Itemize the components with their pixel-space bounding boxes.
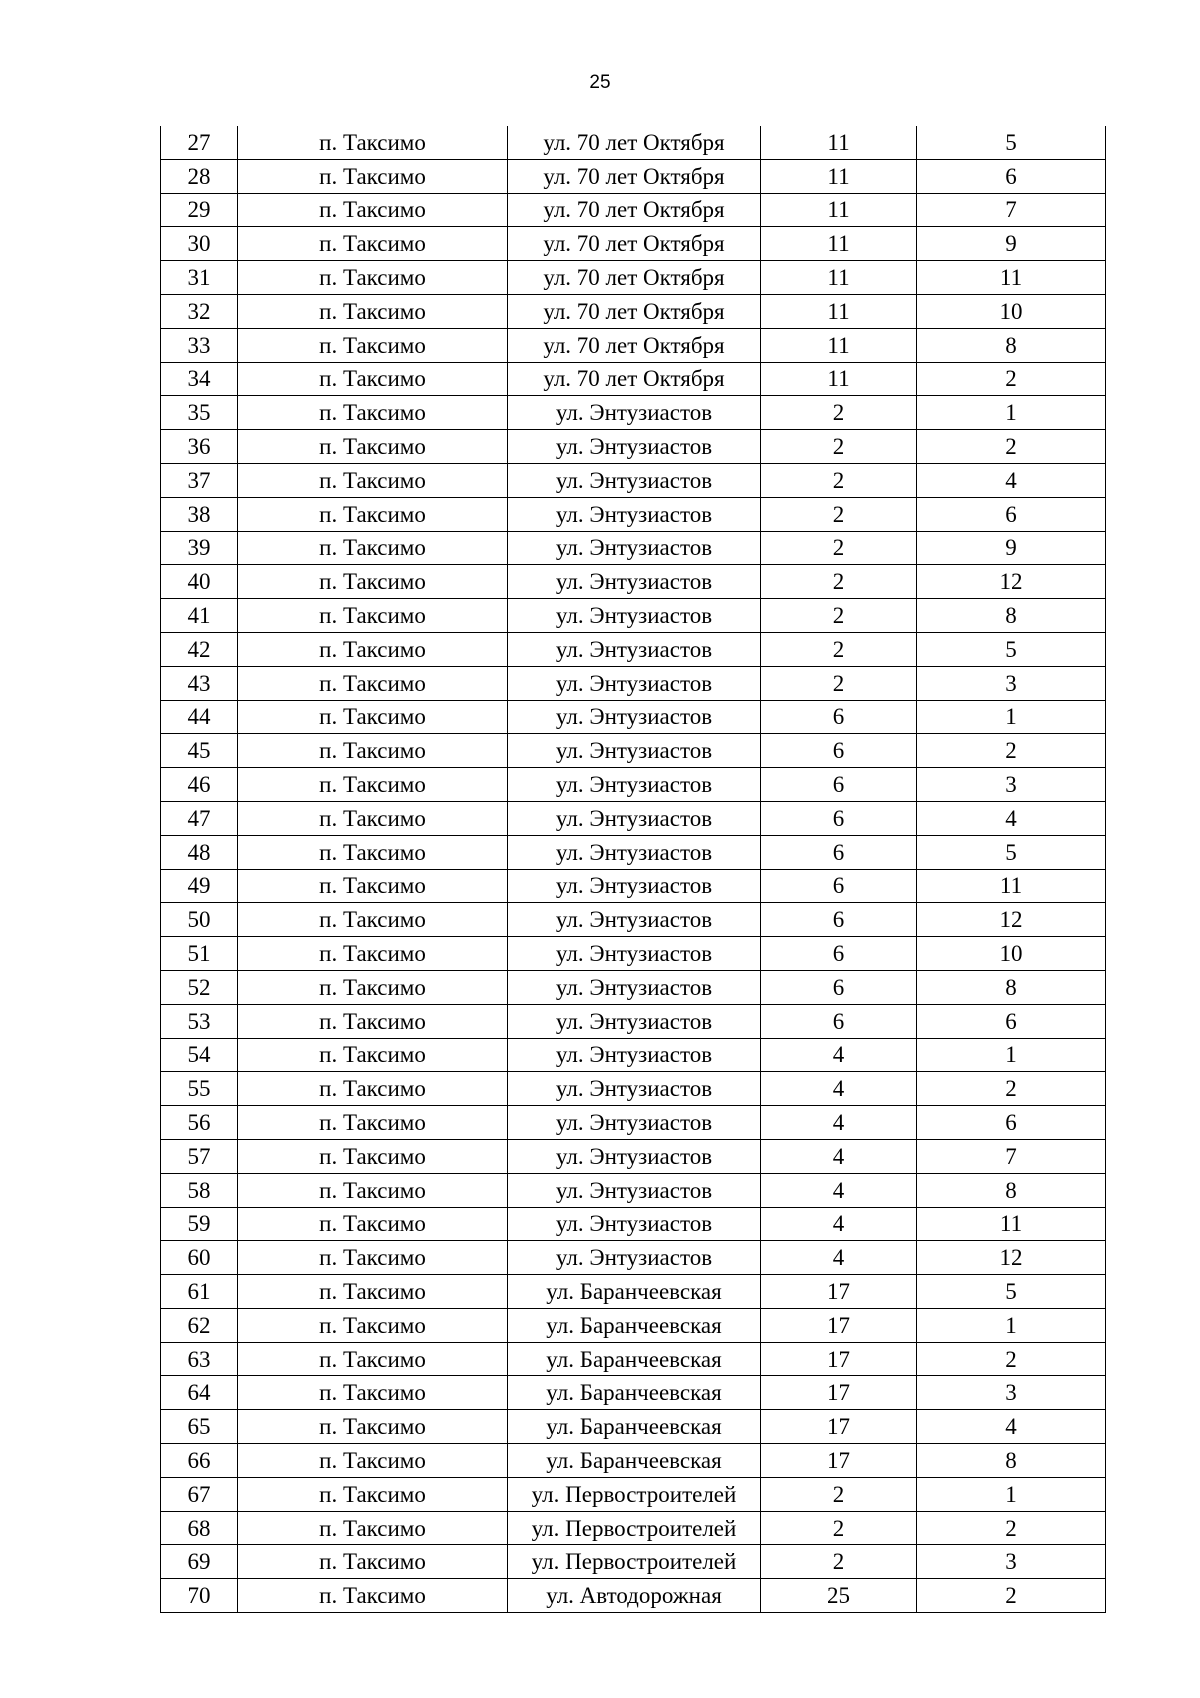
table-row	[161, 1410, 1106, 1444]
apartment-cell: 4	[917, 801, 1106, 835]
street-cell: ул. Первостроителей	[508, 1545, 761, 1579]
row-number-cell: 56	[161, 1106, 238, 1140]
row-number-cell: 37	[161, 463, 238, 497]
house-cell: 2	[761, 666, 917, 700]
house-cell: 4	[761, 1038, 917, 1072]
table-row	[161, 768, 1106, 802]
table-row	[161, 1275, 1106, 1309]
house-cell: 4	[761, 1072, 917, 1106]
settlement-cell: п. Таксимо	[238, 1545, 508, 1579]
street-cell: ул. Энтузиастов	[508, 1038, 761, 1072]
table-row	[161, 497, 1106, 531]
apartment-cell: 1	[917, 396, 1106, 430]
house-cell: 2	[761, 430, 917, 464]
street-cell: ул. Автодорожная	[508, 1579, 761, 1613]
street-cell: ул. Энтузиастов	[508, 1173, 761, 1207]
apartment-cell: 8	[917, 1173, 1106, 1207]
settlement-cell: п. Таксимо	[238, 497, 508, 531]
apartment-cell: 8	[917, 599, 1106, 633]
apartment-cell: 2	[917, 1511, 1106, 1545]
settlement-cell: п. Таксимо	[238, 565, 508, 599]
row-number-cell: 48	[161, 835, 238, 869]
table-row	[161, 632, 1106, 666]
row-number-cell: 50	[161, 903, 238, 937]
table-row	[161, 903, 1106, 937]
table-row	[161, 734, 1106, 768]
apartment-cell: 6	[917, 1004, 1106, 1038]
row-number-cell: 35	[161, 396, 238, 430]
house-cell: 17	[761, 1275, 917, 1309]
apartment-cell: 12	[917, 903, 1106, 937]
street-cell: ул. Первостроителей	[508, 1477, 761, 1511]
settlement-cell: п. Таксимо	[238, 1106, 508, 1140]
settlement-cell: п. Таксимо	[238, 1444, 508, 1478]
street-cell: ул. Энтузиастов	[508, 1004, 761, 1038]
settlement-cell: п. Таксимо	[238, 666, 508, 700]
apartment-cell: 5	[917, 632, 1106, 666]
settlement-cell: п. Таксимо	[238, 193, 508, 227]
apartment-cell: 1	[917, 1038, 1106, 1072]
street-cell: ул. Энтузиастов	[508, 700, 761, 734]
table-row	[161, 1207, 1106, 1241]
row-number-cell: 33	[161, 328, 238, 362]
house-cell: 2	[761, 565, 917, 599]
street-cell: ул. Баранчеевская	[508, 1342, 761, 1376]
house-cell: 17	[761, 1376, 917, 1410]
row-number-cell: 67	[161, 1477, 238, 1511]
house-cell: 6	[761, 970, 917, 1004]
row-number-cell: 63	[161, 1342, 238, 1376]
apartment-cell: 2	[917, 734, 1106, 768]
row-number-cell: 27	[161, 126, 238, 159]
street-cell: ул. 70 лет Октября	[508, 227, 761, 261]
house-cell: 2	[761, 1511, 917, 1545]
apartment-cell: 6	[917, 159, 1106, 193]
table-row	[161, 1308, 1106, 1342]
settlement-cell: п. Таксимо	[238, 126, 508, 159]
house-cell: 4	[761, 1207, 917, 1241]
row-number-cell: 64	[161, 1376, 238, 1410]
table-row	[161, 1139, 1106, 1173]
table-row	[161, 531, 1106, 565]
page-number: 25	[589, 72, 611, 93]
row-number-cell: 44	[161, 700, 238, 734]
row-number-cell: 61	[161, 1275, 238, 1309]
settlement-cell: п. Таксимо	[238, 1477, 508, 1511]
house-cell: 6	[761, 835, 917, 869]
row-number-cell: 68	[161, 1511, 238, 1545]
settlement-cell: п. Таксимо	[238, 1038, 508, 1072]
row-number-cell: 62	[161, 1308, 238, 1342]
table-row	[161, 835, 1106, 869]
table-row	[161, 1579, 1106, 1613]
house-cell: 2	[761, 1545, 917, 1579]
table-row	[161, 869, 1106, 903]
apartment-cell: 11	[917, 261, 1106, 295]
table-row	[161, 1477, 1106, 1511]
settlement-cell: п. Таксимо	[238, 632, 508, 666]
table-row	[161, 430, 1106, 464]
table-row	[161, 970, 1106, 1004]
house-cell: 17	[761, 1444, 917, 1478]
table-row	[161, 126, 1106, 159]
row-number-cell: 52	[161, 970, 238, 1004]
row-number-cell: 53	[161, 1004, 238, 1038]
street-cell: ул. Энтузиастов	[508, 1106, 761, 1140]
house-cell: 4	[761, 1241, 917, 1275]
street-cell: ул. Энтузиастов	[508, 734, 761, 768]
apartment-cell: 6	[917, 1106, 1106, 1140]
row-number-cell: 69	[161, 1545, 238, 1579]
street-cell: ул. 70 лет Октября	[508, 294, 761, 328]
apartment-cell: 10	[917, 294, 1106, 328]
house-cell: 2	[761, 396, 917, 430]
house-cell: 6	[761, 768, 917, 802]
table-row	[161, 261, 1106, 295]
row-number-cell: 70	[161, 1579, 238, 1613]
table-row	[161, 700, 1106, 734]
street-cell: ул. Баранчеевская	[508, 1376, 761, 1410]
row-number-cell: 41	[161, 599, 238, 633]
settlement-cell: п. Таксимо	[238, 835, 508, 869]
row-number-cell: 54	[161, 1038, 238, 1072]
table-row	[161, 362, 1106, 396]
street-cell: ул. Первостроителей	[508, 1511, 761, 1545]
apartment-cell: 9	[917, 227, 1106, 261]
settlement-cell: п. Таксимо	[238, 396, 508, 430]
house-cell: 17	[761, 1342, 917, 1376]
settlement-cell: п. Таксимо	[238, 1275, 508, 1309]
house-cell: 6	[761, 700, 917, 734]
settlement-cell: п. Таксимо	[238, 801, 508, 835]
house-cell: 11	[761, 159, 917, 193]
house-cell: 11	[761, 227, 917, 261]
house-cell: 4	[761, 1106, 917, 1140]
settlement-cell: п. Таксимо	[238, 1241, 508, 1275]
settlement-cell: п. Таксимо	[238, 463, 508, 497]
row-number-cell: 39	[161, 531, 238, 565]
street-cell: ул. Баранчеевская	[508, 1308, 761, 1342]
table-row	[161, 801, 1106, 835]
apartment-cell: 11	[917, 1207, 1106, 1241]
row-number-cell: 32	[161, 294, 238, 328]
house-cell: 6	[761, 903, 917, 937]
row-number-cell: 38	[161, 497, 238, 531]
apartment-cell: 1	[917, 1308, 1106, 1342]
street-cell: ул. Энтузиастов	[508, 396, 761, 430]
table-row	[161, 463, 1106, 497]
table-row	[161, 1173, 1106, 1207]
apartment-cell: 9	[917, 531, 1106, 565]
house-cell: 4	[761, 1173, 917, 1207]
settlement-cell: п. Таксимо	[238, 1308, 508, 1342]
apartment-cell: 2	[917, 1072, 1106, 1106]
table-row	[161, 227, 1106, 261]
street-cell: ул. Энтузиастов	[508, 835, 761, 869]
table-row	[161, 1004, 1106, 1038]
street-cell: ул. 70 лет Октября	[508, 193, 761, 227]
house-cell: 2	[761, 1477, 917, 1511]
settlement-cell: п. Таксимо	[238, 1410, 508, 1444]
apartment-cell: 2	[917, 1342, 1106, 1376]
settlement-cell: п. Таксимо	[238, 1511, 508, 1545]
house-cell: 2	[761, 632, 917, 666]
street-cell: ул. Энтузиастов	[508, 632, 761, 666]
house-cell: 6	[761, 1004, 917, 1038]
settlement-cell: п. Таксимо	[238, 1342, 508, 1376]
settlement-cell: п. Таксимо	[238, 700, 508, 734]
address-table	[160, 126, 1106, 1613]
street-cell: ул. Энтузиастов	[508, 666, 761, 700]
apartment-cell: 8	[917, 1444, 1106, 1478]
row-number-cell: 57	[161, 1139, 238, 1173]
apartment-cell: 3	[917, 666, 1106, 700]
house-cell: 2	[761, 599, 917, 633]
settlement-cell: п. Таксимо	[238, 599, 508, 633]
house-cell: 6	[761, 869, 917, 903]
apartment-cell: 11	[917, 869, 1106, 903]
settlement-cell: п. Таксимо	[238, 531, 508, 565]
row-number-cell: 51	[161, 937, 238, 971]
table-row	[161, 599, 1106, 633]
street-cell: ул. Энтузиастов	[508, 937, 761, 971]
settlement-cell: п. Таксимо	[238, 937, 508, 971]
row-number-cell: 45	[161, 734, 238, 768]
apartment-cell: 1	[917, 700, 1106, 734]
table-row	[161, 1376, 1106, 1410]
apartment-cell: 4	[917, 1410, 1106, 1444]
street-cell: ул. 70 лет Октября	[508, 362, 761, 396]
apartment-cell: 3	[917, 768, 1106, 802]
row-number-cell: 59	[161, 1207, 238, 1241]
street-cell: ул. Баранчеевская	[508, 1275, 761, 1309]
street-cell: ул. Баранчеевская	[508, 1444, 761, 1478]
apartment-cell: 8	[917, 970, 1106, 1004]
apartment-cell: 7	[917, 1139, 1106, 1173]
settlement-cell: п. Таксимо	[238, 1173, 508, 1207]
table-row	[161, 1444, 1106, 1478]
row-number-cell: 47	[161, 801, 238, 835]
house-cell: 2	[761, 531, 917, 565]
street-cell: ул. Баранчеевская	[508, 1410, 761, 1444]
apartment-cell: 2	[917, 362, 1106, 396]
street-cell: ул. Энтузиастов	[508, 869, 761, 903]
table-row	[161, 1241, 1106, 1275]
table-row	[161, 294, 1106, 328]
row-number-cell: 36	[161, 430, 238, 464]
table-row	[161, 193, 1106, 227]
apartment-cell: 12	[917, 1241, 1106, 1275]
row-number-cell: 58	[161, 1173, 238, 1207]
street-cell: ул. 70 лет Октября	[508, 328, 761, 362]
table-row	[161, 565, 1106, 599]
settlement-cell: п. Таксимо	[238, 1207, 508, 1241]
settlement-cell: п. Таксимо	[238, 1579, 508, 1613]
settlement-cell: п. Таксимо	[238, 869, 508, 903]
street-cell: ул. Энтузиастов	[508, 768, 761, 802]
row-number-cell: 66	[161, 1444, 238, 1478]
house-cell: 2	[761, 497, 917, 531]
street-cell: ул. Энтузиастов	[508, 903, 761, 937]
settlement-cell: п. Таксимо	[238, 261, 508, 295]
apartment-cell: 3	[917, 1545, 1106, 1579]
row-number-cell: 55	[161, 1072, 238, 1106]
settlement-cell: п. Таксимо	[238, 734, 508, 768]
apartment-cell: 6	[917, 497, 1106, 531]
street-cell: ул. Энтузиастов	[508, 1241, 761, 1275]
house-cell: 17	[761, 1308, 917, 1342]
table-row	[161, 1072, 1106, 1106]
table-row	[161, 666, 1106, 700]
apartment-cell: 8	[917, 328, 1106, 362]
settlement-cell: п. Таксимо	[238, 227, 508, 261]
table-row	[161, 396, 1106, 430]
street-cell: ул. Энтузиастов	[508, 801, 761, 835]
street-cell: ул. Энтузиастов	[508, 1139, 761, 1173]
table-row	[161, 1545, 1106, 1579]
settlement-cell: п. Таксимо	[238, 362, 508, 396]
street-cell: ул. Энтузиастов	[508, 1072, 761, 1106]
house-cell: 4	[761, 1139, 917, 1173]
street-cell: ул. Энтузиастов	[508, 970, 761, 1004]
street-cell: ул. Энтузиастов	[508, 531, 761, 565]
house-cell: 11	[761, 328, 917, 362]
row-number-cell: 29	[161, 193, 238, 227]
settlement-cell: п. Таксимо	[238, 1376, 508, 1410]
house-cell: 6	[761, 801, 917, 835]
street-cell: ул. Энтузиастов	[508, 463, 761, 497]
house-cell: 17	[761, 1410, 917, 1444]
house-cell: 11	[761, 362, 917, 396]
row-number-cell: 46	[161, 768, 238, 802]
settlement-cell: п. Таксимо	[238, 1139, 508, 1173]
apartment-cell: 2	[917, 1579, 1106, 1613]
settlement-cell: п. Таксимо	[238, 970, 508, 1004]
street-cell: ул. 70 лет Октября	[508, 126, 761, 159]
table-row	[161, 159, 1106, 193]
row-number-cell: 28	[161, 159, 238, 193]
house-cell: 11	[761, 294, 917, 328]
street-cell: ул. Энтузиастов	[508, 1207, 761, 1241]
street-cell: ул. Энтузиастов	[508, 430, 761, 464]
house-cell: 6	[761, 734, 917, 768]
table-row	[161, 328, 1106, 362]
settlement-cell: п. Таксимо	[238, 1004, 508, 1038]
row-number-cell: 49	[161, 869, 238, 903]
apartment-cell: 7	[917, 193, 1106, 227]
apartment-cell: 4	[917, 463, 1106, 497]
house-cell: 6	[761, 937, 917, 971]
house-cell: 25	[761, 1579, 917, 1613]
street-cell: ул. Энтузиастов	[508, 497, 761, 531]
settlement-cell: п. Таксимо	[238, 768, 508, 802]
settlement-cell: п. Таксимо	[238, 903, 508, 937]
row-number-cell: 60	[161, 1241, 238, 1275]
row-number-cell: 30	[161, 227, 238, 261]
settlement-cell: п. Таксимо	[238, 1072, 508, 1106]
street-cell: ул. 70 лет Октября	[508, 261, 761, 295]
apartment-cell: 12	[917, 565, 1106, 599]
settlement-cell: п. Таксимо	[238, 294, 508, 328]
apartment-cell: 3	[917, 1376, 1106, 1410]
row-number-cell: 34	[161, 362, 238, 396]
house-cell: 2	[761, 463, 917, 497]
row-number-cell: 43	[161, 666, 238, 700]
row-number-cell: 65	[161, 1410, 238, 1444]
settlement-cell: п. Таксимо	[238, 430, 508, 464]
apartment-cell: 10	[917, 937, 1106, 971]
street-cell: ул. Энтузиастов	[508, 599, 761, 633]
apartment-cell: 5	[917, 1275, 1106, 1309]
settlement-cell: п. Таксимо	[238, 328, 508, 362]
street-cell: ул. Энтузиастов	[508, 565, 761, 599]
row-number-cell: 40	[161, 565, 238, 599]
table-row	[161, 937, 1106, 971]
street-cell: ул. 70 лет Октября	[508, 159, 761, 193]
table-row	[161, 1511, 1106, 1545]
house-cell: 11	[761, 126, 917, 159]
apartment-cell: 5	[917, 835, 1106, 869]
apartment-cell: 2	[917, 430, 1106, 464]
table-row	[161, 1106, 1106, 1140]
apartment-cell: 1	[917, 1477, 1106, 1511]
address-table-body	[161, 126, 1106, 1613]
row-number-cell: 42	[161, 632, 238, 666]
house-cell: 11	[761, 261, 917, 295]
settlement-cell: п. Таксимо	[238, 159, 508, 193]
row-number-cell: 31	[161, 261, 238, 295]
table-row	[161, 1038, 1106, 1072]
apartment-cell: 5	[917, 126, 1106, 159]
table-row	[161, 1342, 1106, 1376]
house-cell: 11	[761, 193, 917, 227]
